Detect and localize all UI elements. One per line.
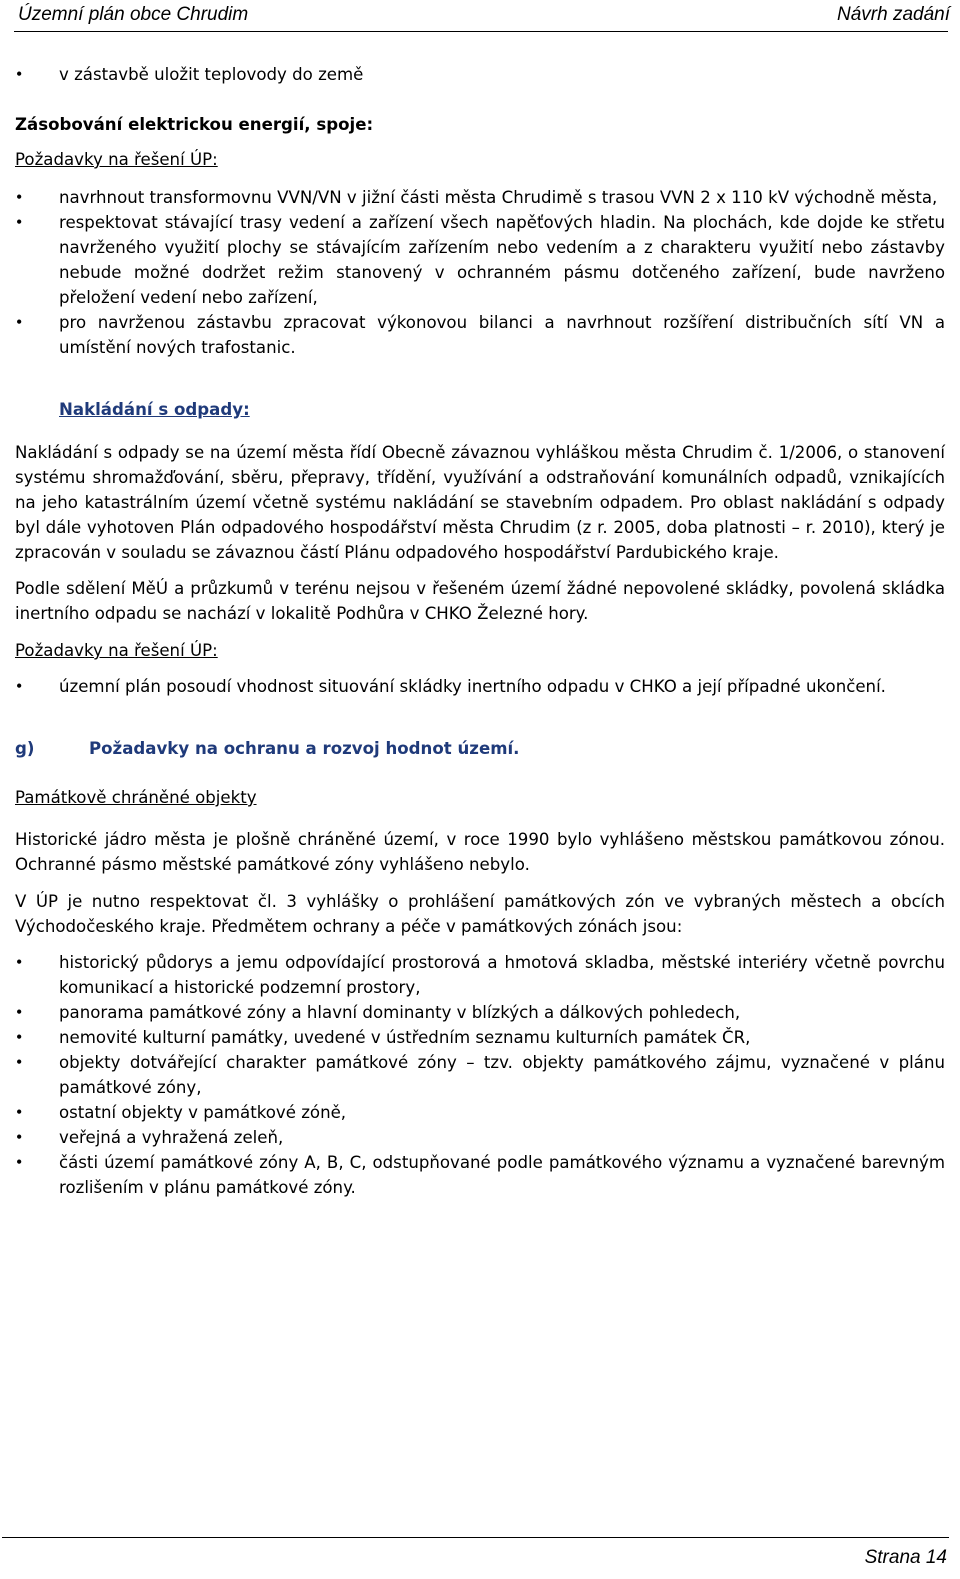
document-subtitle: Návrh zadání bbox=[836, 4, 950, 25]
page-header bbox=[14, 0, 948, 32]
list-item: • respektovat stávající trasy vedení a zařízení všech napěťových hladin. Na plochách, kde dojde ke střetu navrženého využití plochy se stávajícím zařízením nebo vedením a z charakteru využití nebo zástavby nebude možné dodržet režim stanovený v ochranném pásmu dotčeného zařízení, bude navrženo přeložení vedení nebo zařízení, bbox=[15, 210, 945, 310]
list-item: • ostatní objekty v památkové zóně, bbox=[15, 1100, 945, 1125]
list-item: • navrhnout transformovnu VVN/VN v jižní části města Chrudimě s trasou VVN 2 x 110 kV východně města, bbox=[15, 185, 945, 210]
section-heading bbox=[15, 736, 945, 761]
section-letter: g) bbox=[15, 739, 35, 758]
list-item: • územní plán posoudí vhodnost situování skládky inertního odpadu v CHKO a její případné ukončení. bbox=[15, 674, 945, 699]
list-item: • objekty dotvářející charakter památkové zóny – tzv. objekty památkového zájmu, vyznačené v plánu památkové zóny, bbox=[15, 1050, 945, 1100]
document-body bbox=[15, 62, 945, 1200]
waste-paragraph: Podle sdělení MěÚ a průzkumů v terénu nejsou v řešeném území žádné nepovolené skládky, povolená skládka inertního odpadu se nachází v lokalitě Podhůra v CHKO Železné hory. bbox=[15, 579, 945, 623]
list-item: • veřejná a vyhražená zeleň, bbox=[15, 1125, 945, 1150]
list-item: • v zástavbě uložit teplovody do země bbox=[15, 62, 945, 87]
footer-divider bbox=[2, 1537, 949, 1538]
waste-paragraph: Nakládání s odpady se na území města řídí Obecně závaznou vyhláškou města Chrudim č. 1/2006, o stanovení systému shromažďování, sběru, přepravy, třídění, využívání a odstraňování komunálních odpadů, vznikajících na jeho katastrálním území včetně systému nakládání se stavebním odpadem. Pro oblast nakládání s odpady byl dále vyhotoven Plán odpadového hospodářství města Chrudim (z r. 2005, doba platnosti – r. 2010), který je zpracován v souladu se závaznou částí Plánu odpadového hospodářství Pardubického kraje. bbox=[15, 443, 945, 562]
requirements-label: Požadavky na řešení ÚP: bbox=[15, 150, 218, 169]
electricity-bullet-list bbox=[15, 185, 945, 360]
monuments-paragraph: V ÚP je nutno respektovat čl. 3 vyhlášky o prohlášení památkových zón ve vybraných městech a obcích Východočeského kraje. Předmětem ochrany a péče v památkových zónách jsou: bbox=[15, 892, 945, 936]
page-number: Strana 14 bbox=[864, 1547, 947, 1568]
document-title: Územní plán obce Chrudim bbox=[18, 4, 249, 25]
list-item: • historický půdorys a jemu odpovídající prostorová a hmotová skladba, městské interiéry včetně povrchu komunikací a historické podzemní prostory, bbox=[15, 950, 945, 1000]
list-item: • panorama památkové zóny a hlavní dominanty v blízkých a dálkových pohledech, bbox=[15, 1000, 945, 1025]
monuments-label: Památkově chráněné objekty bbox=[15, 788, 257, 807]
requirements-label: Požadavky na řešení ÚP: bbox=[15, 641, 218, 660]
monuments-bullet-list bbox=[15, 950, 945, 1200]
section-title: Požadavky na ochranu a rozvoj hodnot území. bbox=[89, 739, 520, 758]
monuments-paragraph: Historické jádro města je plošně chráněné území, v roce 1990 bylo vyhlášeno městskou památkovou zónou. Ochranné pásmo městské památkové zóny vyhlášeno nebylo. bbox=[15, 830, 945, 874]
list-item: • nemovité kulturní památky, uvedené v ústředním seznamu kulturních památek ČR, bbox=[15, 1025, 945, 1050]
electricity-heading: Zásobování elektrickou energií, spoje: bbox=[15, 115, 374, 134]
waste-heading: Nakládání s odpady: bbox=[59, 400, 250, 419]
list-item: • části území památkové zóny A, B, C, odstupňované podle památkového významu a vyznačené barevným rozlišením v plánu památkové zóny. bbox=[15, 1150, 945, 1200]
heating-bullet-list bbox=[15, 62, 945, 87]
waste-bullet-list bbox=[15, 674, 945, 699]
list-item: • pro navrženou zástavbu zpracovat výkonovou bilanci a navrhnout rozšíření distribučních sítí VN a umístění nových trafostanic. bbox=[15, 310, 945, 360]
